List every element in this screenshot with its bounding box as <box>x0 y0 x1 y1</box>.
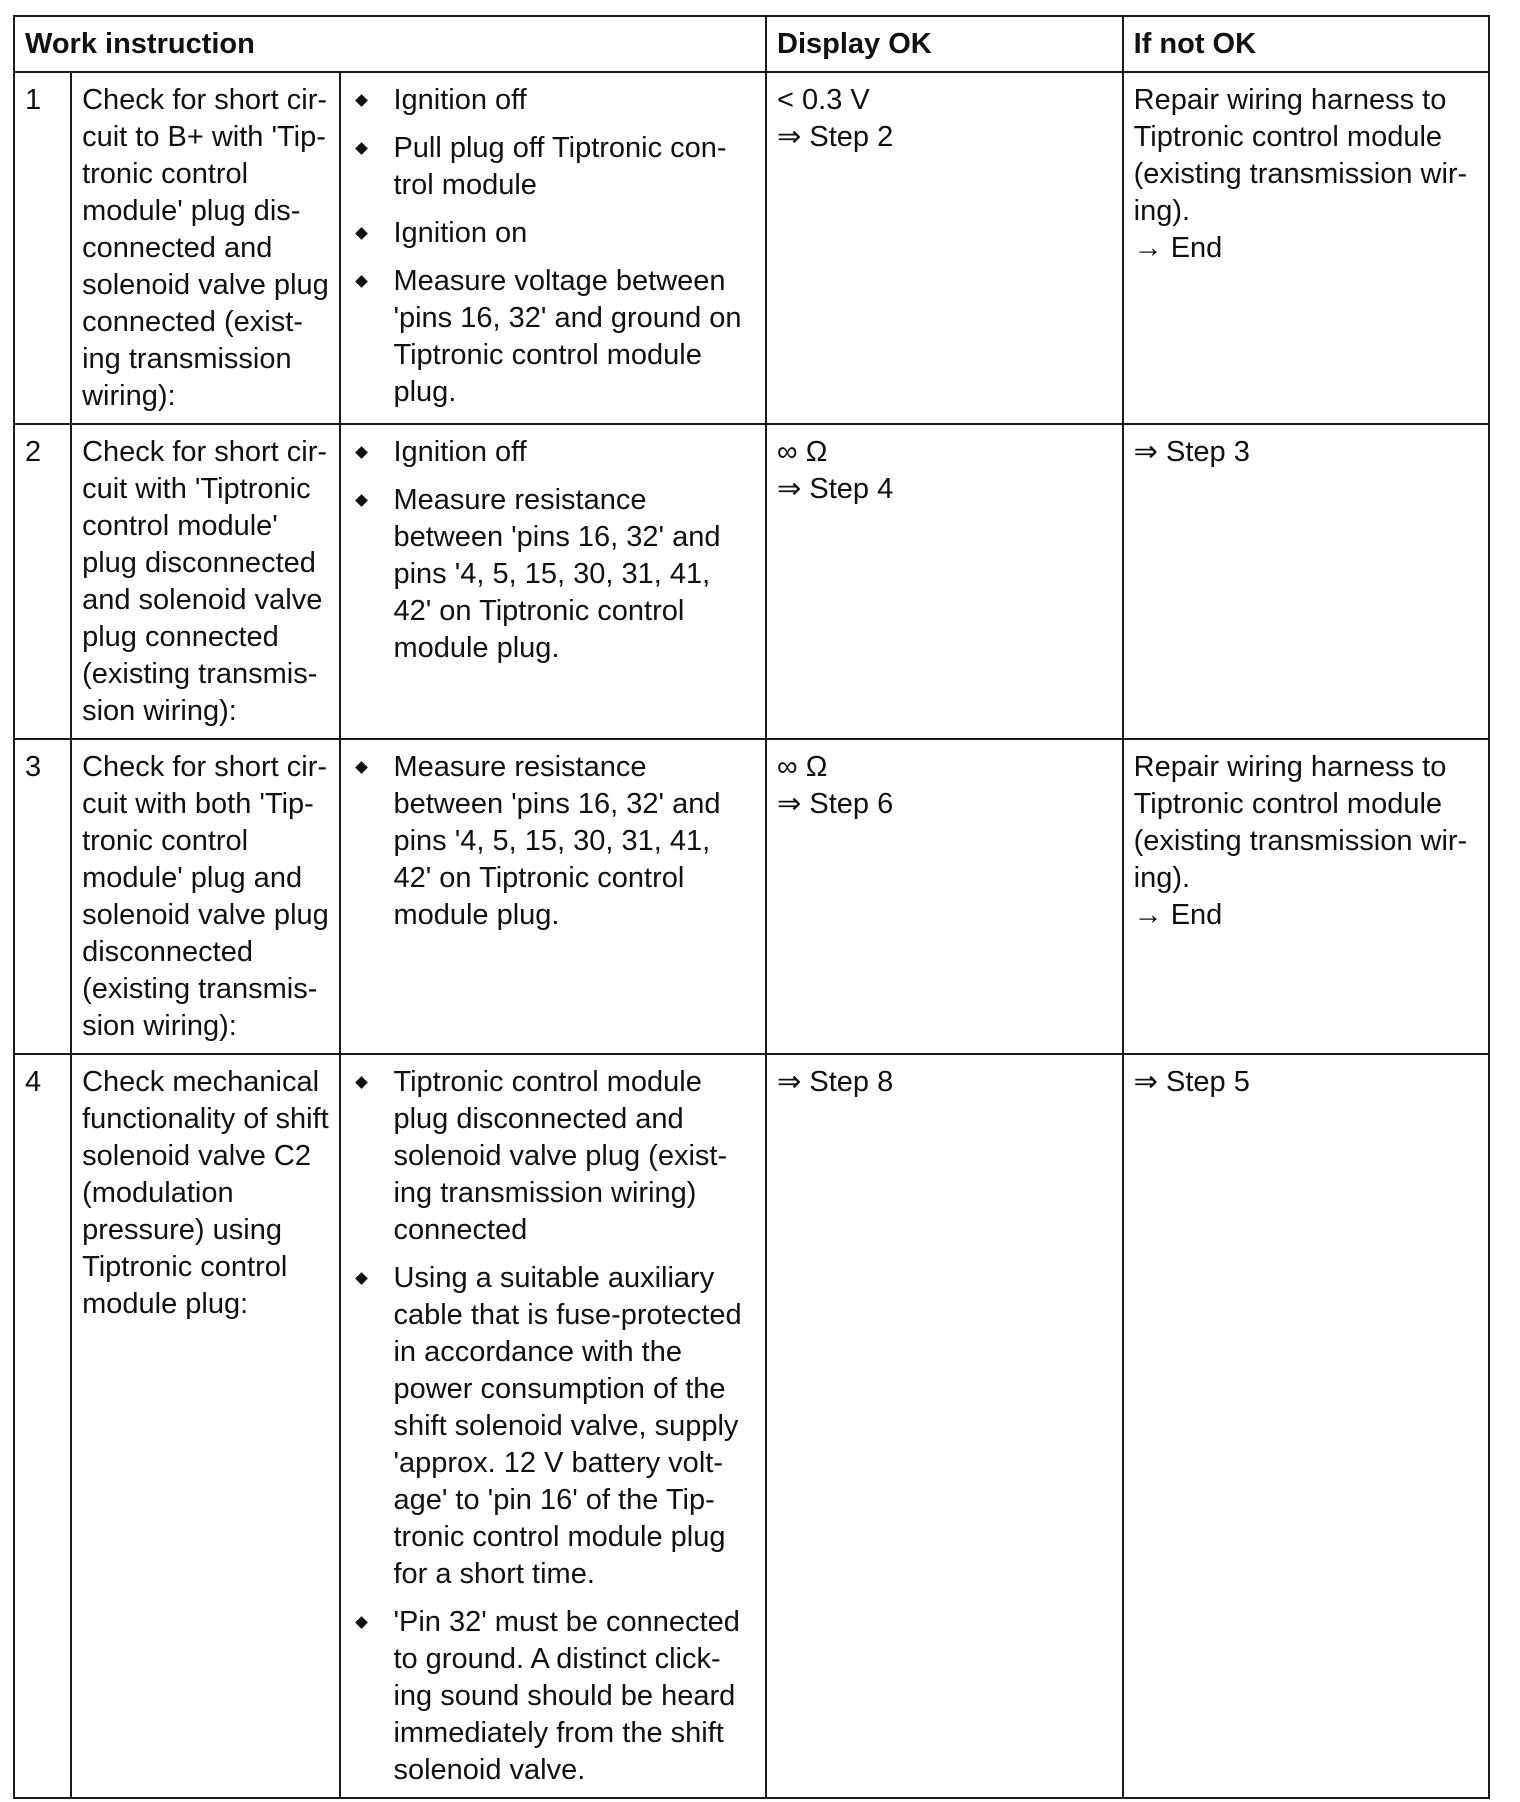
action-text: Measure voltage between 'pins 16, 32' and ground on Tiptronic control module plug. <box>393 265 742 408</box>
table-row <box>14 72 1489 424</box>
diamond-bullet-icon <box>356 275 369 288</box>
step-actions <box>340 72 766 424</box>
if-not-ok-action: Repair wiring harness to Tiptronic control module (existing transmission wir-ing). <box>1133 751 1468 894</box>
step-number: 4 <box>14 1054 71 1798</box>
step-number: 2 <box>14 424 71 739</box>
display-ok-value: ∞ Ω <box>777 436 828 468</box>
display-ok-cell <box>766 1054 1123 1798</box>
step-actions <box>340 739 766 1054</box>
display-ok-cell <box>766 72 1123 424</box>
display-ok-next-step: ⇒ Step 6 <box>777 788 894 820</box>
list-item <box>351 434 755 471</box>
action-text: Ignition off <box>393 436 527 468</box>
diamond-bullet-icon <box>356 1616 369 1629</box>
table-row <box>14 739 1489 1054</box>
display-ok-value: ∞ Ω <box>777 751 828 783</box>
if-not-ok-next-step: ⇒ Step 5 <box>1133 1066 1250 1098</box>
action-list <box>351 82 755 411</box>
list-item <box>351 215 755 252</box>
if-not-ok-cell <box>1123 739 1489 1054</box>
step-description: Check for short cir-cuit to B+ with 'Tip-tronic control module' plug dis-connected and solenoid valve plug connected (exist-ing transmission wiring): <box>71 72 340 424</box>
if-not-ok-next-step: → End <box>1133 232 1223 264</box>
action-text: Tiptronic control module plug disconnected and solenoid valve plug (exist-ing transmission wiring) connected <box>393 1066 728 1246</box>
display-ok-next-step: ⇒ Step 8 <box>777 1066 894 1098</box>
if-not-ok-next-step: ⇒ Step 3 <box>1133 436 1250 468</box>
action-list <box>351 1064 755 1789</box>
if-not-ok-next-step: → End <box>1133 899 1223 931</box>
step-actions <box>340 424 766 739</box>
diamond-bullet-icon <box>356 1076 369 1089</box>
action-text: Using a suitable auxiliary cable that is fuse-protected in accordance with the power consumption of the shift solenoid valve, supply 'approx. 12 V battery volt-age' to 'pin 16' of the Tip-tronic control module plug for a short time. <box>393 1262 742 1590</box>
list-item <box>351 263 755 411</box>
list-item <box>351 82 755 119</box>
if-not-ok-cell <box>1123 1054 1489 1798</box>
diamond-bullet-icon <box>356 94 369 107</box>
diamond-bullet-icon <box>356 494 369 507</box>
header-if-not-ok: If not OK <box>1123 16 1489 72</box>
list-item <box>351 130 755 204</box>
display-ok-next-step: ⇒ Step 2 <box>777 121 894 153</box>
display-ok-value: < 0.3 V <box>777 84 870 116</box>
list-item <box>351 1064 755 1249</box>
diamond-bullet-icon <box>356 227 369 240</box>
table-row <box>14 424 1489 739</box>
step-actions <box>340 1054 766 1798</box>
action-text: 'Pin 32' must be connected to ground. A distinct click-ing sound should be heard immediately from the shift solenoid valve. <box>393 1606 740 1786</box>
action-list <box>351 434 755 667</box>
table-header-row <box>14 16 1489 72</box>
diamond-bullet-icon <box>356 446 369 459</box>
action-text: Pull plug off Tiptronic con-trol module <box>393 132 727 201</box>
action-text: Measure resistance between 'pins 16, 32' and pins '4, 5, 15, 30, 31, 41, 42' on Tiptronic control module plug. <box>393 751 721 931</box>
header-work-instruction: Work instruction <box>14 16 766 72</box>
diamond-bullet-icon <box>356 1272 369 1285</box>
work-instruction-table <box>13 15 1490 1799</box>
if-not-ok-cell <box>1123 424 1489 739</box>
table-row <box>14 1054 1489 1798</box>
display-ok-cell <box>766 424 1123 739</box>
header-display-ok: Display OK <box>766 16 1123 72</box>
action-text: Measure resistance between 'pins 16, 32' and pins '4, 5, 15, 30, 31, 41, 42' on Tiptronic control module plug. <box>393 484 721 664</box>
action-text: Ignition on <box>393 217 528 249</box>
list-item <box>351 1260 755 1593</box>
list-item <box>351 749 755 934</box>
step-number: 1 <box>14 72 71 424</box>
action-list <box>351 749 755 934</box>
if-not-ok-action: Repair wiring harness to Tiptronic control module (existing transmission wir-ing). <box>1133 84 1468 227</box>
step-description: Check for short cir-cuit with 'Tiptronic control module' plug disconnected and solenoid valve plug connected (existing transmis-sion wiring): <box>71 424 340 739</box>
list-item <box>351 1604 755 1789</box>
display-ok-next-step: ⇒ Step 4 <box>777 473 894 505</box>
diamond-bullet-icon <box>356 142 369 155</box>
step-description: Check mechanical functionality of shift solenoid valve C2 (modulation pressure) using Tiptronic control module plug: <box>71 1054 340 1798</box>
if-not-ok-cell <box>1123 72 1489 424</box>
step-number: 3 <box>14 739 71 1054</box>
diamond-bullet-icon <box>356 761 369 774</box>
display-ok-cell <box>766 739 1123 1054</box>
action-text: Ignition off <box>393 84 527 116</box>
step-description: Check for short cir-cuit with both 'Tip-tronic control module' plug and solenoid valve plug disconnected (existing transmis-sion wiring): <box>71 739 340 1054</box>
list-item <box>351 482 755 667</box>
